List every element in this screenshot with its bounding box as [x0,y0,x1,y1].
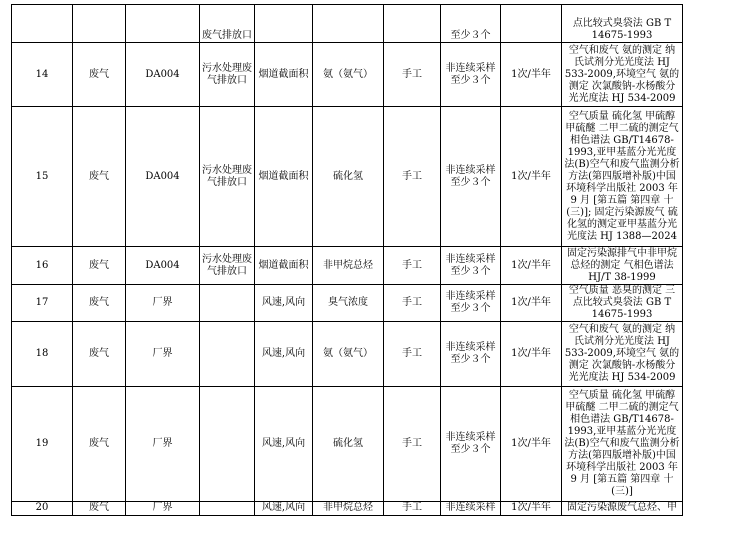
cell-type: 废气 [73,285,126,322]
cell-item: 硫化氢 [313,387,384,502]
cell-location: 风速,风向 [255,322,313,387]
cell-point: 厂界 [126,285,200,322]
cell-sampling: 非连续采样 至少３个 [441,107,501,247]
cell-no: 19 [12,387,73,502]
cell-sampling: 非连续采样 至少３个 [441,322,501,387]
cell-method: 手工 [384,43,441,107]
table-row [12,5,683,43]
cell-point: DA004 [126,247,200,285]
cell-method: 手工 [384,502,441,516]
cell-type: 废气 [73,43,126,107]
cell-type: 废气 [73,107,126,247]
cell-method: 手工 [384,387,441,502]
cell-facility: 污水处理废气排放口 [200,247,255,285]
cell-no: 15 [12,107,73,247]
cell-point: 厂界 [126,387,200,502]
cell-type: 废气 [73,502,126,516]
cell-item: 臭气浓度 [313,285,384,322]
cell-frequency: 1次/半年 [501,247,562,285]
cell-facility: 污水处理废气排放口 [200,43,255,107]
monitoring-table [11,4,683,516]
table-row [12,247,683,285]
cell-type: 废气 [73,247,126,285]
cell-method: 手工 [384,322,441,387]
cell-point: 厂界 [126,502,200,516]
cell-method: 手工 [384,285,441,322]
cell-facility: 废气排放口 [200,5,255,43]
cell-location: 风速,风向 [255,502,313,516]
cell-item: 硫化氢 [313,107,384,247]
cell-method: 手工 [384,107,441,247]
cell-no: 14 [12,43,73,107]
cell-item: 氨（氨气） [313,43,384,107]
cell-frequency: 1次/半年 [501,502,562,516]
cell-standard: 点比较式臭袋法 GB T 14675-1993 [562,5,683,43]
table-row [12,285,683,322]
cell-facility [200,502,255,516]
table-row [12,43,683,107]
cell-location: 风速,风向 [255,285,313,322]
cell-frequency: 1次/半年 [501,285,562,322]
cell-location: 风速,风向 [255,387,313,502]
cell-frequency: 1次/半年 [501,43,562,107]
cell-point: DA004 [126,107,200,247]
cell-frequency [501,5,562,43]
cell-type [73,5,126,43]
cell-standard: 空气质量 硫化氢 甲硫醇 甲硫醚 二甲二硫的测定气相色谱法 GB/T14678-1993,亚甲基蓝分光光度法(B)空气和废气监测分析方法(第四版增补版)中国环境科学出版社 2003 年 9 月 [第五篇 第四章 十(三)] [562,387,683,502]
cell-facility [200,387,255,502]
cell-sampling: 非连续采样 至少３个 [441,387,501,502]
cell-standard: 空气和废气 氨的测定 纳氏试剂分光光度法 HJ 533-2009,环境空气 氨的测定 次氯酸钠-水杨酸分光光度法 HJ 534-2009 [562,43,683,107]
cell-facility [200,285,255,322]
cell-location: 烟道截面积 [255,247,313,285]
cell-standard: 空气质量 硫化氢 甲硫醇 甲硫醚 二甲二硫的测定气相色谱法 GB/T14678-1993,亚甲基蓝分光光度法(B)空气和废气监测分析方法(第四版增补版)中国环境科学出版社 2003 年 9 月 [第五篇 第四章 十(三)]; 固定污染源废气 硫化氢的测定亚甲基蓝分光光度法 HJ 1388—2024 [562,107,683,247]
cell-sampling: 至少３个 [441,5,501,43]
cell-no [12,5,73,43]
cell-method: 手工 [384,247,441,285]
cell-standard: 固定污染源排气中非甲烷总烃的测定 气相色谱法 HJ/T 38-1999 [562,247,683,285]
cell-standard: 空气质量 恶臭的测定 三点比较式臭袋法 GB T 14675-1993 [562,285,683,322]
table-row [12,387,683,502]
cell-sampling: 非连续采样 [441,502,501,516]
cell-item [313,5,384,43]
cell-sampling: 非连续采样 至少３个 [441,247,501,285]
cell-location: 烟道截面积 [255,43,313,107]
table-row [12,502,683,516]
cell-location: 烟道截面积 [255,107,313,247]
cell-frequency: 1次/半年 [501,322,562,387]
cell-standard: 固定污染源废气总烃、甲 [562,502,683,516]
cell-frequency: 1次/半年 [501,387,562,502]
cell-point: 厂界 [126,322,200,387]
table-row [12,107,683,247]
cell-facility: 污水处理废气排放口 [200,107,255,247]
cell-frequency: 1次/半年 [501,107,562,247]
cell-no: 17 [12,285,73,322]
cell-no: 20 [12,502,73,516]
cell-type: 废气 [73,387,126,502]
cell-standard: 空气和废气 氨的测定 纳氏试剂分光光度法 HJ 533-2009,环境空气 氨的测定 次氯酸钠-水杨酸分光光度法 HJ 534-2009 [562,322,683,387]
cell-facility [200,322,255,387]
cell-sampling: 非连续采样 至少３个 [441,43,501,107]
cell-item: 非甲烷总烃 [313,247,384,285]
cell-point [126,5,200,43]
cell-item: 非甲烷总烃 [313,502,384,516]
table-row [12,322,683,387]
cell-type: 废气 [73,322,126,387]
cell-item: 氨（氨气） [313,322,384,387]
cell-point: DA004 [126,43,200,107]
cell-method [384,5,441,43]
cell-no: 18 [12,322,73,387]
cell-location [255,5,313,43]
cell-no: 16 [12,247,73,285]
cell-sampling: 非连续采样 至少３个 [441,285,501,322]
